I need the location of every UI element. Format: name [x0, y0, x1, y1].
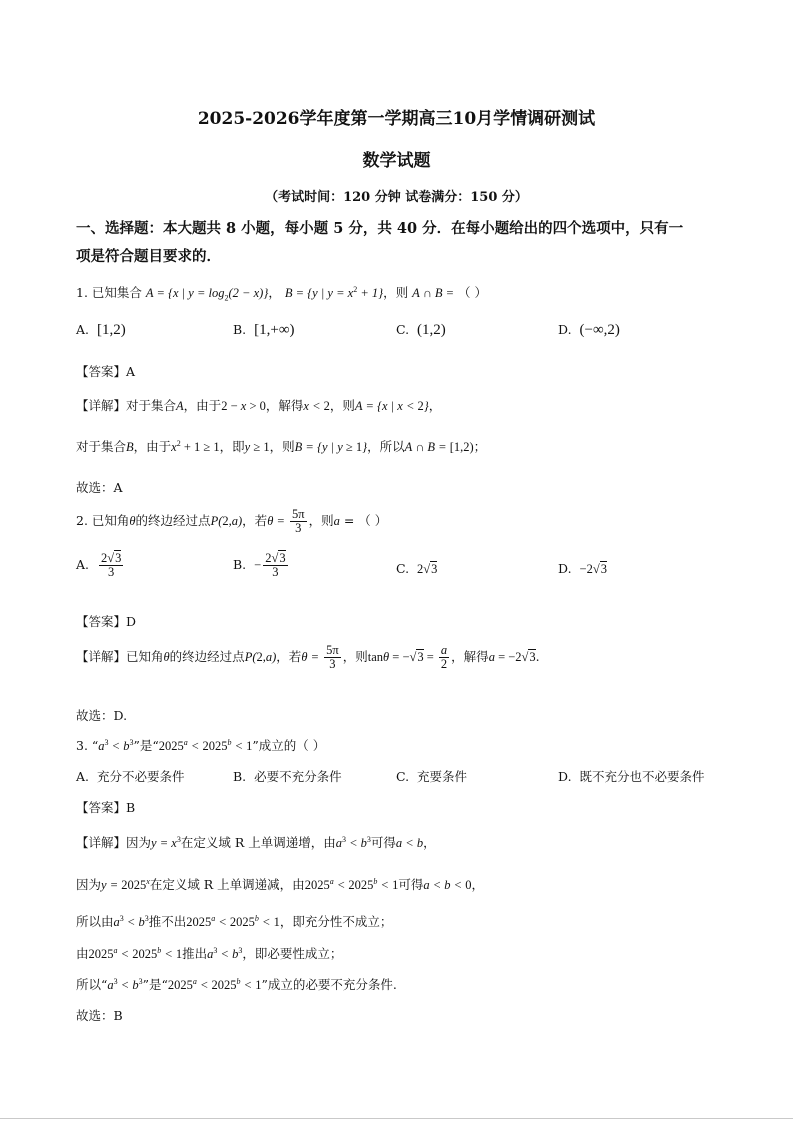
- section-heading-line1: 一、选择题：本大题共 8 小题，每小题 5 分，共 40 分．在每小题给出的四个选项中，只有一: [76, 220, 684, 237]
- q2-option-b: B. − $\frac{2√3}{3}$: [233, 551, 286, 580]
- q1-set-a: A = {x | $y = \log_2(2 - x)$}: [145, 286, 269, 303]
- q3-detail-line3: 所以由$a^3 < b^3$推不出$2025^a < 2025^b < 1$，即充分性不成立；: [76, 913, 393, 929]
- q3-option-a: A. 充分不必要条件: [76, 769, 185, 784]
- q3-option-b: B. 必要不充分条件: [233, 769, 342, 784]
- section-heading-line2: 项是符合题目要求的．: [76, 248, 221, 265]
- q3-option-d: D. 既不充分也不必要条件: [558, 769, 705, 784]
- page-bottom-divider: [0, 1118, 793, 1119]
- q2-detail: 【详解】已知角θ的终边经过点P(2,a)，若θ = $\frac{5\pi}{3}$ ，则tanθ = −√3 = $\frac{a}{2}$ ，解得a = −2√3.: [76, 643, 540, 672]
- q3-choice: 故选：B: [76, 1008, 123, 1023]
- q3-answer: 【答案】B: [76, 800, 136, 815]
- q1-detail-line2: 对于集合B，由于$x^2 + 1 \ge 1$，即y ≥ 1，则B = {y | y ≥ 1}，所以A ∩ B = [1,2)；: [76, 438, 487, 454]
- q1-detail-line1: 【详解】对于集合A，由于2 − x > 0，解得x < 2，则A = {x | x < 2}，: [76, 398, 442, 413]
- page-subtitle: 数学试题: [362, 151, 431, 171]
- q1-option-d: D. (−∞,2): [558, 322, 620, 338]
- q3-detail-line2: 因为$y = 2025^x$在定义域 R 上单调递减，由$2025^a < 2025^b < 1$可得a < b < 0，: [76, 876, 484, 892]
- q2-option-c: C. 2√3: [396, 561, 438, 576]
- exam-info: （考试时间：120 分钟 试卷满分：150 分）: [265, 190, 528, 205]
- q1-option-a: A. [1,2): [76, 322, 126, 338]
- q2-answer: 【答案】D: [76, 614, 137, 629]
- q3-detail-line1: 【详解】因为$y = x^3$在定义域 R 上单调递增，由$a^3 < b^3$可得a < b，: [76, 834, 436, 850]
- q2-option-a: A. $\frac{2√3}{3}$: [76, 551, 122, 580]
- q3-option-c: C. 充要条件: [396, 769, 468, 784]
- question-3: 3. “$a^3 < b^3$”是“$2025^a < 2025^b < 1$”成立的（ ）: [76, 737, 326, 753]
- q1-set-b: B = {y | $y = x^2 + 1$}: [284, 284, 384, 300]
- q1-choice: 故选：A: [76, 480, 123, 495]
- q1-option-c: C. (1,2): [396, 322, 446, 338]
- question-1: 1. 已知集合 A = {x | $y = \log_2(2 - x)$}， B = {y | $y = x^2 + 1$}，则 A ∩ B = （ ）: [76, 284, 488, 303]
- q1-answer: 【答案】A: [76, 364, 136, 379]
- page-title: 2025-2026学年度第一学期高三10月学情调研测试: [197, 109, 596, 129]
- q2-option-d: D. −2√3: [558, 561, 607, 576]
- q1-option-b: B. [1,+∞): [233, 322, 295, 338]
- q2-choice: 故选：D.: [76, 708, 128, 723]
- q3-detail-line4: 由$2025^a < 2025^b < 1$推出$a^3 < b^3$，即必要性成立；: [76, 945, 343, 961]
- q3-detail-line5: 所以“$a^3 < b^3$”是“$2025^a < 2025^b < 1$”成立的必要不充分条件.: [76, 976, 397, 992]
- q1-expr: A ∩ B =: [412, 286, 455, 300]
- question-2: 2. 已知角θ的终边经过点P(2,a)，若θ = $\frac{5\pi}{3}$ ，则a = （ ）: [76, 507, 388, 536]
